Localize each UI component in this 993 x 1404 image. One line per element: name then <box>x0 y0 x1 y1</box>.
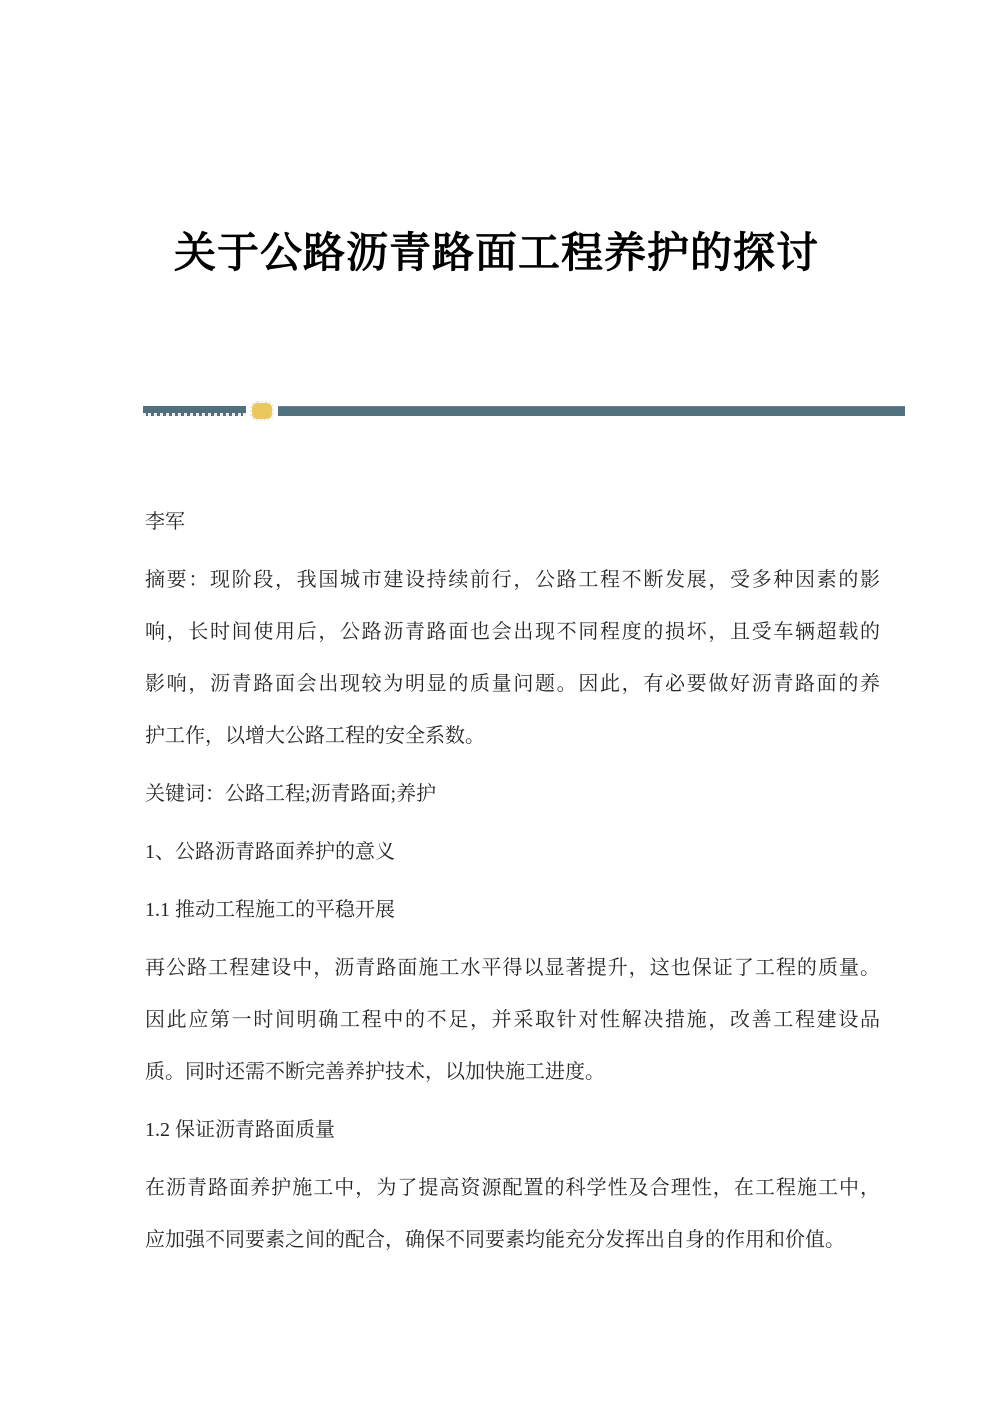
divider-bar <box>278 406 905 416</box>
author-paragraph <box>145 496 880 548</box>
abstract-line: 影响，沥青路面会出现较为明显的质量问题。因此，有必要做好沥青路面的养 <box>145 673 880 695</box>
document-body <box>145 496 880 1266</box>
section-1-2-paragraph <box>145 1162 880 1266</box>
section-1-1-paragraph <box>145 942 880 1098</box>
section-1-2-line: 应加强不同要素之间的配合，确保不同要素均能充分发挥出自身的作用和价值。 <box>145 1229 845 1251</box>
section-1-1-line: 质。同时还需不断完善养护技术，以加快施工进度。 <box>145 1061 605 1083</box>
heading-1-1: 1.1 推动工程施工的平稳开展 <box>145 899 395 921</box>
section-1-1-heading <box>145 884 880 936</box>
keywords-paragraph <box>145 768 880 820</box>
author-name: 李军 <box>145 511 185 533</box>
section-1-2-line: 在沥青路面养护施工中，为了提高资源配置的科学性及合理性，在工程施工中， <box>145 1177 880 1199</box>
section-1-1-line: 再公路工程建设中，沥青路面施工水平得以显著提升，这也保证了工程的质量。 <box>145 957 880 979</box>
section-1-2-heading <box>145 1104 880 1156</box>
abstract-line: 响，长时间使用后，公路沥青路面也会出现不同程度的损坏，且受车辆超载的 <box>145 621 880 643</box>
keywords-line: 关键词：公路工程;沥青路面;养护 <box>145 783 437 805</box>
divider-left-segment <box>143 406 246 416</box>
divider-dot-icon <box>252 403 272 419</box>
abstract-paragraph <box>145 554 880 762</box>
document-title: 关于公路沥青路面工程养护的探讨 <box>173 231 819 277</box>
heading-1: 1、公路沥青路面养护的意义 <box>145 841 395 863</box>
section-1-1-line: 因此应第一时间明确工程中的不足，并采取针对性解决措施，改善工程建设品 <box>145 1009 880 1031</box>
heading-1-2: 1.2 保证沥青路面质量 <box>145 1119 335 1141</box>
abstract-line: 摘要：现阶段，我国城市建设持续前行，公路工程不断发展，受多种因素的影 <box>145 569 880 591</box>
section-1-heading <box>145 826 880 878</box>
title-divider <box>143 403 905 419</box>
abstract-line: 护工作，以增大公路工程的安全系数。 <box>145 725 485 747</box>
